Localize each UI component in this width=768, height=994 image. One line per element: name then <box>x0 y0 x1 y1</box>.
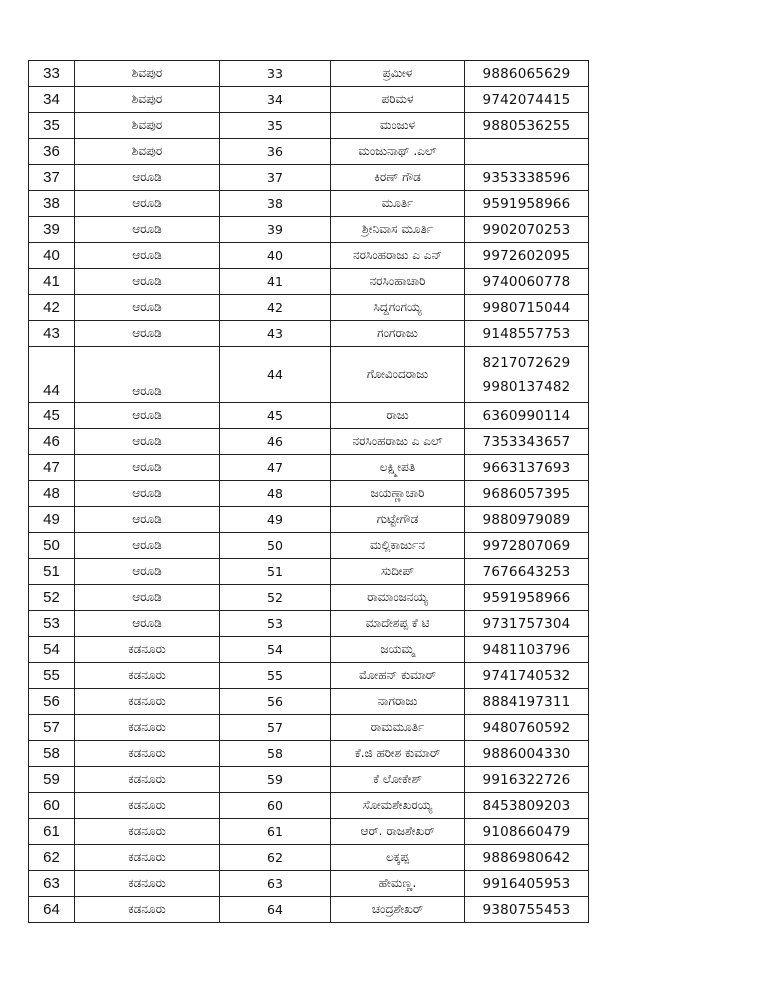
phone-number: 9353338596 <box>482 169 571 186</box>
name-cell: ನರಸಿಂಹರಾಜು ಎ ಎನ್ <box>331 243 465 269</box>
serial-number-cell: 44 <box>29 347 75 403</box>
member-number-cell: 33 <box>220 61 331 87</box>
records-table <box>28 60 589 923</box>
serial-number-cell: 62 <box>29 845 75 871</box>
phone-number: 7353343657 <box>482 433 571 450</box>
phone-number: 9741740532 <box>482 667 571 684</box>
name-cell: ಕೆ ಲೋಕೇಶ್ <box>331 767 465 793</box>
phone-cell <box>465 269 589 295</box>
name-cell: ಜಯಮ್ಮ <box>331 637 465 663</box>
name-cell: ರಾಜು <box>331 403 465 429</box>
phone-cell <box>465 139 589 165</box>
serial-number-cell: 39 <box>29 217 75 243</box>
serial-number-cell: 46 <box>29 429 75 455</box>
name-cell: ರಾಮಾಂಜನಯ್ಯ <box>331 585 465 611</box>
village-cell: ಆರೂಡಿ <box>75 295 220 321</box>
village-cell: ಕಡನೂರು <box>75 819 220 845</box>
name-cell: ನರಸಿಂಹರಾಜು ಎ ಎಲ್ <box>331 429 465 455</box>
phone-number: 9886980642 <box>482 849 571 866</box>
member-number-cell: 47 <box>220 455 331 481</box>
name-cell: ಶ್ರೀನಿವಾಸ ಮೂರ್ತಿ <box>331 217 465 243</box>
table-row <box>29 269 589 295</box>
member-number-cell: 49 <box>220 507 331 533</box>
serial-number-cell: 58 <box>29 741 75 767</box>
table-row <box>29 243 589 269</box>
table-row <box>29 139 589 165</box>
phone-cell <box>465 347 589 403</box>
phone-cell <box>465 533 589 559</box>
member-number-cell: 63 <box>220 871 331 897</box>
name-cell: ಮೂರ್ತಿ <box>331 191 465 217</box>
village-cell: ಆರೂಡಿ <box>75 455 220 481</box>
name-cell: ಮಂಜುನಾಥ್ .ಎಲ್ <box>331 139 465 165</box>
village-cell: ಶಿವಪುರ <box>75 139 220 165</box>
name-cell: ನರಸಿಂಹಾಚಾರಿ <box>331 269 465 295</box>
phone-cell <box>465 321 589 347</box>
serial-number-cell: 64 <box>29 897 75 923</box>
name-cell: ಸುದೀಪ್ <box>331 559 465 585</box>
table-row <box>29 715 589 741</box>
village-cell: ಶಿವಪುರ <box>75 87 220 113</box>
table-row <box>29 217 589 243</box>
phone-number: 9886004330 <box>482 745 571 762</box>
member-number-cell: 43 <box>220 321 331 347</box>
member-number-cell: 54 <box>220 637 331 663</box>
village-cell: ಆರೂಡಿ <box>75 403 220 429</box>
phone-number: 9880536255 <box>482 117 571 134</box>
village-cell: ಕಡನೂರು <box>75 741 220 767</box>
serial-number-cell: 51 <box>29 559 75 585</box>
name-cell: ಗಂಗರಾಜು <box>331 321 465 347</box>
table-row <box>29 767 589 793</box>
serial-number-cell: 38 <box>29 191 75 217</box>
name-cell: ಹೇಮಣ್ಣ. <box>331 871 465 897</box>
village-cell: ಆರೂಡಿ <box>75 429 220 455</box>
phone-number: 9916405953 <box>482 875 571 892</box>
table-row <box>29 559 589 585</box>
serial-number-cell: 53 <box>29 611 75 637</box>
member-number-cell: 36 <box>220 139 331 165</box>
table-row <box>29 87 589 113</box>
serial-number-cell: 40 <box>29 243 75 269</box>
phone-number: 9880979089 <box>482 511 571 528</box>
village-cell: ಆರೂಡಿ <box>75 243 220 269</box>
phone-cell <box>465 455 589 481</box>
name-cell: ರಾಮಮೂರ್ತಿ <box>331 715 465 741</box>
name-cell: ಸೋಮಶೇಖರಯ್ಯ <box>331 793 465 819</box>
table-row <box>29 321 589 347</box>
name-cell: ಕಿರಣ್ ಗೌಡ <box>331 165 465 191</box>
village-cell: ಕಡನೂರು <box>75 689 220 715</box>
phone-cell <box>465 715 589 741</box>
records-table-body <box>29 61 589 923</box>
phone-cell <box>465 481 589 507</box>
member-number-cell: 64 <box>220 897 331 923</box>
phone-number: 9742074415 <box>482 91 571 108</box>
village-cell: ಆರೂಡಿ <box>75 559 220 585</box>
name-cell: ಗೋವಿಂದರಾಜು <box>331 347 465 403</box>
phone-cell <box>465 767 589 793</box>
village-cell: ಆರೂಡಿ <box>75 533 220 559</box>
village-cell: ಆರೂಡಿ <box>75 269 220 295</box>
name-cell: ಮಂಜುಳ <box>331 113 465 139</box>
village-cell: ಕಡನೂರು <box>75 845 220 871</box>
member-number-cell: 34 <box>220 87 331 113</box>
phone-number: 9481103796 <box>482 641 571 658</box>
name-cell: ಕೆ.ಜಿ ಹರೀಶ ಕುಮಾರ್ <box>331 741 465 767</box>
phone-number: 6360990114 <box>482 407 571 424</box>
serial-number-cell: 43 <box>29 321 75 347</box>
name-cell: ನಾಗರಾಜು <box>331 689 465 715</box>
table-row <box>29 689 589 715</box>
member-number-cell: 45 <box>220 403 331 429</box>
member-number-cell: 52 <box>220 585 331 611</box>
serial-number-cell: 63 <box>29 871 75 897</box>
serial-number-cell: 48 <box>29 481 75 507</box>
member-number-cell: 53 <box>220 611 331 637</box>
serial-number-cell: 37 <box>29 165 75 191</box>
serial-number-cell: 50 <box>29 533 75 559</box>
village-cell: ಆರೂಡಿ <box>75 191 220 217</box>
phone-cell <box>465 191 589 217</box>
member-number-cell: 40 <box>220 243 331 269</box>
name-cell: ಗುಟ್ಟೇಗೌಡ <box>331 507 465 533</box>
phone-number: 9731757304 <box>482 615 571 632</box>
village-cell: ಕಡನೂರು <box>75 637 220 663</box>
table-row <box>29 741 589 767</box>
table-row <box>29 897 589 923</box>
table-row <box>29 481 589 507</box>
member-number-cell: 55 <box>220 663 331 689</box>
village-cell: ಕಡನೂರು <box>75 663 220 689</box>
serial-number-cell: 55 <box>29 663 75 689</box>
phone-number: 9980715044 <box>482 299 571 316</box>
serial-number-cell: 33 <box>29 61 75 87</box>
serial-number-cell: 45 <box>29 403 75 429</box>
member-number-cell: 60 <box>220 793 331 819</box>
phone-cell <box>465 689 589 715</box>
name-cell: ಲಕ್ಷ್ಮೀಪತಿ <box>331 455 465 481</box>
village-cell: ಆರೂಡಿ <box>75 165 220 191</box>
name-cell: ಚಂದ್ರಶೇಖರ್ <box>331 897 465 923</box>
phone-cell <box>465 429 589 455</box>
table-row <box>29 611 589 637</box>
village-cell: ಆರೂಡಿ <box>75 347 220 403</box>
village-cell: ಆರೂಡಿ <box>75 507 220 533</box>
phone-cell <box>465 87 589 113</box>
serial-number-cell: 57 <box>29 715 75 741</box>
member-number-cell: 56 <box>220 689 331 715</box>
table-row <box>29 61 589 87</box>
village-cell: ಆರೂಡಿ <box>75 217 220 243</box>
phone-cell <box>465 585 589 611</box>
name-cell: ಜಯಣ್ಣಾಚಾರಿ <box>331 481 465 507</box>
serial-number-cell: 52 <box>29 585 75 611</box>
phone-number: 9916322726 <box>482 771 571 788</box>
member-number-cell: 41 <box>220 269 331 295</box>
name-cell: ಲಕ್ಕಪ್ಪ <box>331 845 465 871</box>
phone-number: 9148557753 <box>482 325 571 342</box>
serial-number-cell: 47 <box>29 455 75 481</box>
table-row <box>29 819 589 845</box>
member-number-cell: 51 <box>220 559 331 585</box>
phone-number: 7676643253 <box>482 563 571 580</box>
table-row <box>29 663 589 689</box>
member-number-cell: 62 <box>220 845 331 871</box>
phone-cell <box>465 819 589 845</box>
member-number-cell: 42 <box>220 295 331 321</box>
member-number-cell: 57 <box>220 715 331 741</box>
serial-number-cell: 56 <box>29 689 75 715</box>
table-row <box>29 429 589 455</box>
phone-number: 9108660479 <box>482 823 571 840</box>
table-row <box>29 637 589 663</box>
phone-cell <box>465 295 589 321</box>
phone-number: 9740060778 <box>482 273 571 290</box>
serial-number-cell: 36 <box>29 139 75 165</box>
phone-number: 9591958966 <box>482 195 571 212</box>
table-row <box>29 191 589 217</box>
phone-number: 9980137482 <box>482 378 571 395</box>
village-cell: ಕಡನೂರು <box>75 871 220 897</box>
village-cell: ಕಡನೂರು <box>75 767 220 793</box>
table-row <box>29 347 589 403</box>
phone-cell <box>465 559 589 585</box>
phone-number: 9902070253 <box>482 221 571 238</box>
name-cell: ಮಲ್ಲಿಕಾರ್ಜುನ <box>331 533 465 559</box>
serial-number-cell: 61 <box>29 819 75 845</box>
phone-cell <box>465 403 589 429</box>
member-number-cell: 59 <box>220 767 331 793</box>
member-number-cell: 61 <box>220 819 331 845</box>
phone-cell <box>465 871 589 897</box>
name-cell: ಸಿದ್ದಗಂಗಯ್ಯ <box>331 295 465 321</box>
table-row <box>29 113 589 139</box>
table-row <box>29 455 589 481</box>
village-cell: ಕಡನೂರು <box>75 793 220 819</box>
name-cell: ಮಾದೇಶಪ್ಪ ಕೆ ಟಿ <box>331 611 465 637</box>
member-number-cell: 50 <box>220 533 331 559</box>
phone-cell <box>465 637 589 663</box>
member-number-cell: 39 <box>220 217 331 243</box>
phone-cell <box>465 217 589 243</box>
phone-cell <box>465 611 589 637</box>
serial-number-cell: 42 <box>29 295 75 321</box>
serial-number-cell: 41 <box>29 269 75 295</box>
name-cell: ಆರ್. ರಾಜಶೇಖರ್ <box>331 819 465 845</box>
member-number-cell: 38 <box>220 191 331 217</box>
table-row <box>29 403 589 429</box>
table-row <box>29 845 589 871</box>
member-number-cell: 48 <box>220 481 331 507</box>
phone-number: 8217072629 <box>482 354 571 371</box>
phone-number: 9663137693 <box>482 459 571 476</box>
serial-number-cell: 60 <box>29 793 75 819</box>
phone-number: 9686057395 <box>482 485 571 502</box>
member-number-cell: 37 <box>220 165 331 191</box>
village-cell: ಶಿವಪುರ <box>75 113 220 139</box>
phone-cell <box>465 165 589 191</box>
phone-cell <box>465 663 589 689</box>
phone-cell <box>465 741 589 767</box>
phone-number: 9972807069 <box>482 537 571 554</box>
member-number-cell: 35 <box>220 113 331 139</box>
name-cell: ಪ್ರಮೀಳ <box>331 61 465 87</box>
name-cell: ಮೋಹನ್ ಕುಮಾರ್ <box>331 663 465 689</box>
serial-number-cell: 34 <box>29 87 75 113</box>
village-cell: ಆರೂಡಿ <box>75 585 220 611</box>
phone-cell <box>465 243 589 269</box>
serial-number-cell: 54 <box>29 637 75 663</box>
village-cell: ಕಡನೂರು <box>75 897 220 923</box>
table-row <box>29 871 589 897</box>
table-row <box>29 533 589 559</box>
serial-number-cell: 59 <box>29 767 75 793</box>
phone-cell <box>465 507 589 533</box>
phone-number: 9480760592 <box>482 719 571 736</box>
village-cell: ಕಡನೂರು <box>75 715 220 741</box>
table-row <box>29 585 589 611</box>
village-cell: ಆರೂಡಿ <box>75 611 220 637</box>
village-cell: ಆರೂಡಿ <box>75 321 220 347</box>
member-number-cell: 46 <box>220 429 331 455</box>
phone-number: 9972602095 <box>482 247 571 264</box>
phone-number: 9886065629 <box>482 65 571 82</box>
phone-cell <box>465 793 589 819</box>
village-cell: ಶಿವಪುರ <box>75 61 220 87</box>
member-number-cell: 44 <box>220 347 331 403</box>
phone-cell <box>465 897 589 923</box>
phone-number: 9380755453 <box>482 901 571 918</box>
phone-cell <box>465 61 589 87</box>
name-cell: ಪರಿಮಳ <box>331 87 465 113</box>
member-number-cell: 58 <box>220 741 331 767</box>
serial-number-cell: 35 <box>29 113 75 139</box>
table-row <box>29 793 589 819</box>
phone-cell <box>465 113 589 139</box>
phone-number: 8884197311 <box>482 693 571 710</box>
phone-cell <box>465 845 589 871</box>
phone-number: 9591958966 <box>482 589 571 606</box>
table-row <box>29 165 589 191</box>
table-row <box>29 507 589 533</box>
village-cell: ಆರೂಡಿ <box>75 481 220 507</box>
phone-number: 8453809203 <box>482 797 571 814</box>
table-row <box>29 295 589 321</box>
serial-number-cell: 49 <box>29 507 75 533</box>
